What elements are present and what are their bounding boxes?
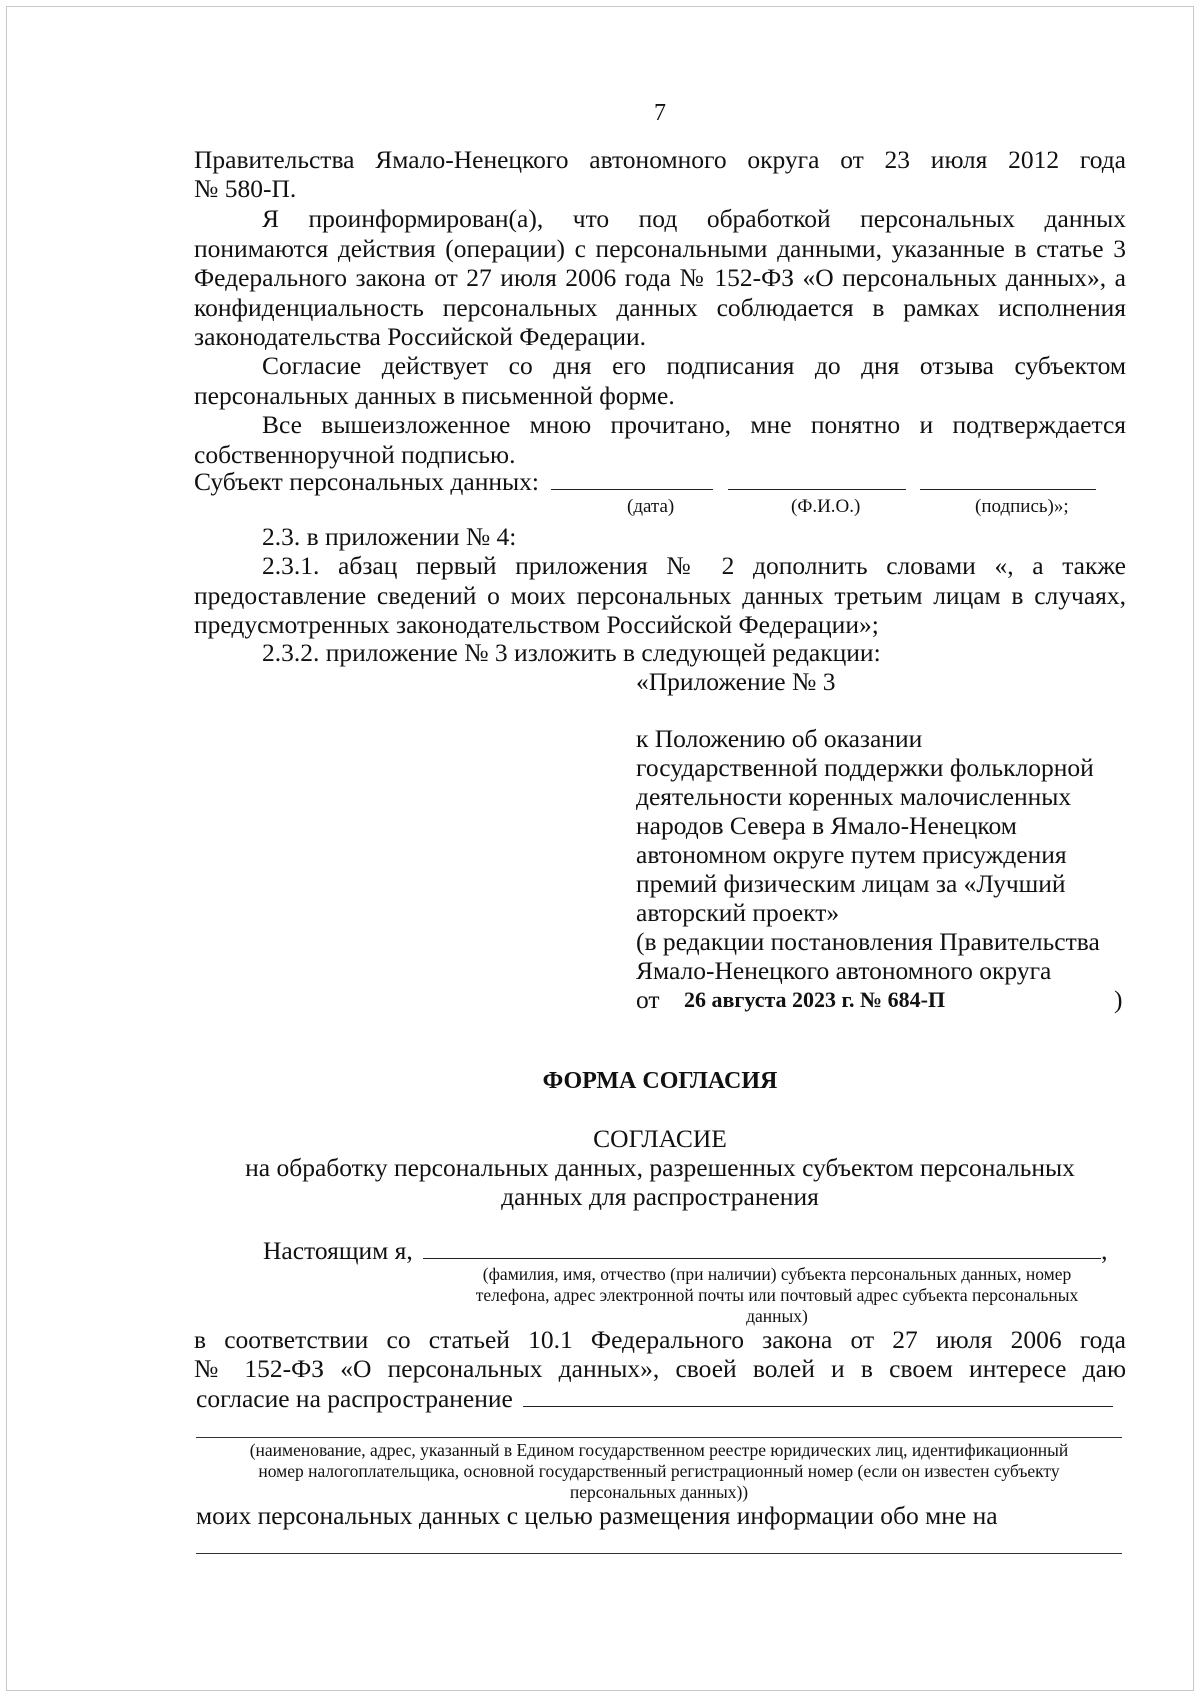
operator-caption-3: персональных данных)) — [569, 1482, 749, 1502]
item-2-3-2: 2.3.2. приложение № 3 изложить в следующей редакции: — [262, 638, 881, 667]
operator-caption-1: (наименование, адрес, указанный в Едином государственном реестре юридических лиц, идентификационный — [249, 1440, 1069, 1460]
item-2-3: 2.3. в приложении № 4: — [262, 522, 517, 551]
date-blank[interactable] — [551, 467, 713, 490]
appendix-line: к Положению об оказании — [636, 724, 923, 753]
hereby-caption-3: данных) — [746, 1306, 808, 1326]
appendix-close-paren: ) — [1114, 985, 1123, 1014]
subject-label: Субъект персональных данных: — [194, 467, 539, 496]
appendix-line: авторский проект» — [636, 898, 840, 927]
fio-blank[interactable] — [728, 467, 906, 490]
appendix-line: государственной поддержки фольклорной — [636, 753, 1094, 782]
appendix-line: деятельности коренных малочисленных — [636, 782, 1072, 811]
distribution-label: согласие на распространение — [196, 1384, 513, 1413]
operator-blank[interactable] — [523, 1384, 1113, 1407]
purpose-line: моих персональных данных с целью размещения информации обо мне на — [196, 1501, 998, 1530]
appendix-line: автономном округе путем присуждения — [636, 840, 1067, 869]
appendix-line: народов Севера в Ямало-Ненецком — [636, 811, 1017, 840]
appendix-reference — [636, 724, 1136, 1014]
caption-fio: (Ф.И.О.) — [791, 496, 861, 517]
hereby-label: Настоящим я, — [263, 1236, 413, 1265]
operator-caption-2: номер налогоплательщика, основной государственный регистрационный номер (если он известен субъекту — [258, 1461, 1060, 1481]
page-number: 7 — [654, 100, 666, 126]
accordance-line-2: № 152-ФЗ «О персональных данных», своей волей и в своем интересе даю — [194, 1354, 1126, 1383]
hereby-caption-1: (фамилия, имя, отчество (при наличии) субъекта персональных данных, номер — [482, 1264, 1072, 1284]
appendix-from: от — [636, 985, 660, 1014]
consent-title: СОГЛАСИЕ — [593, 1124, 727, 1153]
accordance-line-1: в соответствии со статьей 10.1 Федерального закона от 27 июля 2006 года — [194, 1325, 1126, 1354]
paragraph-read-confirmed: Все вышеизложенное мною прочитано, мне понятно и подтверждается собственноручной подписью. — [194, 410, 1126, 469]
appendix-date-row — [636, 985, 1136, 1014]
hereby-row — [263, 1236, 1108, 1265]
purpose-blank-line[interactable] — [196, 1553, 1122, 1554]
signature-blank[interactable] — [920, 467, 1096, 490]
top-line-2: № 580-П. — [194, 174, 297, 203]
operator-blank-line[interactable] — [196, 1437, 1122, 1438]
appendix-title: «Приложение № 3 — [636, 667, 836, 696]
hereby-comma: , — [1101, 1236, 1108, 1265]
appendix-line: Ямало-Ненецкого автономного округа — [636, 956, 1052, 985]
distribution-row — [196, 1384, 1113, 1413]
consent-subtitle-1: на обработку персональных данных, разрешенных субъектом персональных — [245, 1153, 1075, 1182]
appendix-header — [636, 667, 1136, 696]
appendix-line: (в редакции постановления Правительства — [636, 927, 1100, 956]
paragraph-informed: Я проинформирован(а), что под обработкой персональных данных понимаются действия (операции) с персональными данными, указанные в статье 3 Федерального закона от 27 июля 2006 года № 152-ФЗ «О персональных данных», а конфиденциальность персональных данных соблюдается в рамках исполнения законодательства Российской Федерации. — [194, 204, 1126, 351]
hereby-caption-2: телефона, адрес электронной почты или почтовый адрес субъекта персональных — [475, 1285, 1079, 1305]
caption-date: (дата) — [627, 496, 675, 517]
subject-signature-row — [194, 467, 1096, 496]
paragraph-validity: Согласие действует со дня его подписания до дня отзыва субъектом персональных данных в письменной форме. — [194, 351, 1126, 410]
form-title: ФОРМА СОГЛАСИЯ — [542, 1068, 778, 1094]
appendix-line: премий физическим лицам за «Лучший — [636, 869, 1066, 898]
caption-signature: (подпись)»; — [975, 496, 1069, 517]
consent-subtitle-2: данных для распространения — [501, 1182, 819, 1211]
subject-name-blank[interactable] — [423, 1236, 1101, 1259]
top-line-1: Правительства Ямало-Ненецкого автономного округа от 23 июля 2012 года — [194, 145, 1126, 174]
resolution-stamp: 26 августа 2023 г. № 684-П — [684, 987, 946, 1012]
item-2-3-1: 2.3.1. абзац первый приложения № 2 дополнить словами «, а также предоставление сведений о моих персональных данных третьим лицам в случаях, предусмотренных законодательством Российской Федерации»; — [194, 551, 1126, 639]
